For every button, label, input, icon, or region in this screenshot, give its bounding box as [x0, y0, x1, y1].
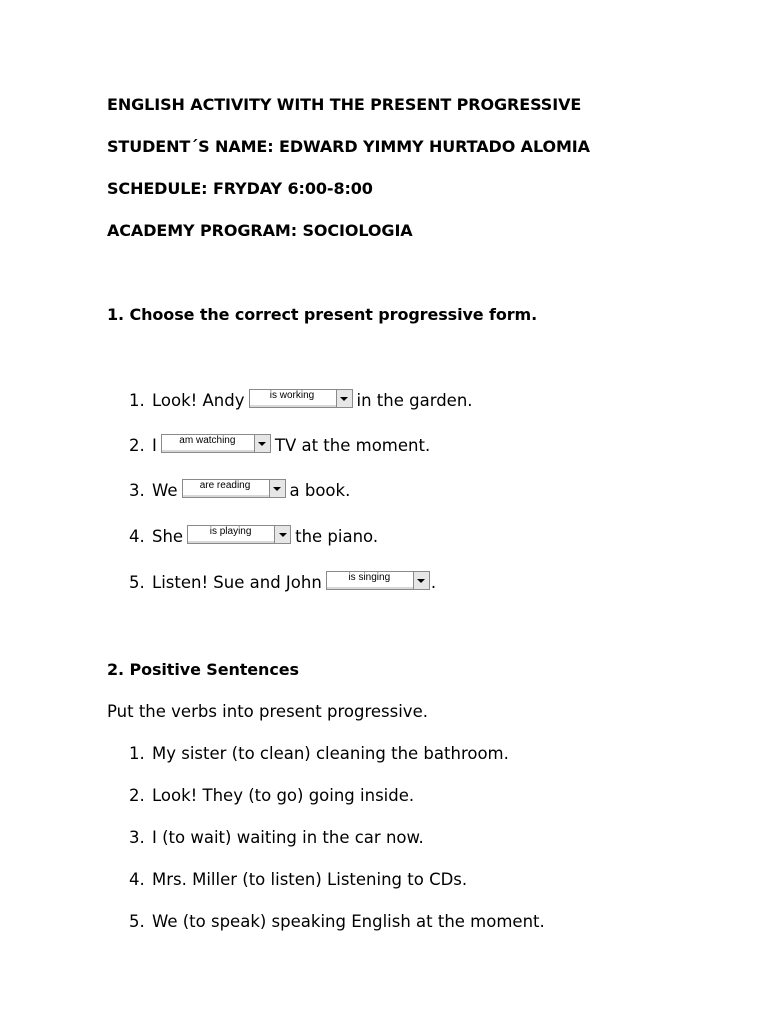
item-text-before: Listen! Sue and John [152, 573, 322, 592]
item-text: Mrs. Miller (to listen) Listening to CDs. [152, 870, 468, 889]
section2-item [129, 870, 467, 890]
item-number: 5. [129, 912, 145, 931]
dropdown-shade [250, 405, 336, 407]
dropdown-button[interactable] [413, 571, 430, 590]
answer-dropdown[interactable] [326, 571, 430, 590]
item-number: 1. [129, 391, 145, 410]
section2-heading: 2. Positive Sentences [107, 660, 299, 679]
item-number: 1. [129, 744, 145, 763]
item-text: We (to speak) speaking English at the moment. [152, 912, 545, 931]
section2-item [129, 786, 414, 806]
section1-heading: 1. Choose the correct present progressive form. [107, 305, 538, 324]
answer-dropdown[interactable] [182, 479, 286, 498]
item-text-before: I [152, 436, 157, 455]
section1-item [129, 479, 350, 501]
answer-dropdown[interactable] [187, 525, 291, 544]
item-number: 4. [129, 870, 145, 889]
item-text: Look! They (to go) going inside. [152, 786, 415, 805]
dropdown-button[interactable] [254, 434, 271, 453]
chevron-down-icon [273, 487, 281, 491]
dropdown-value: is playing [209, 526, 252, 537]
item-text-before: Look! Andy [152, 391, 245, 410]
item-text-before: We [152, 481, 178, 500]
dropdown-shade [188, 541, 274, 543]
item-text: I (to wait) waiting in the car now. [152, 828, 424, 847]
item-text-after: . [430, 573, 437, 592]
document-title: ENGLISH ACTIVITY WITH THE PRESENT PROGRESSIVE [107, 95, 582, 114]
dropdown-button[interactable] [274, 525, 291, 544]
chevron-down-icon [258, 442, 266, 446]
section1-item [129, 571, 436, 593]
item-number: 2. [129, 786, 145, 805]
dropdown-value: is singing [348, 572, 391, 583]
item-text-after: TV at the moment. [274, 436, 431, 455]
dropdown-shade [327, 587, 413, 589]
dropdown-button[interactable] [269, 479, 286, 498]
student-name: STUDENT´S NAME: EDWARD YIMMY HURTADO ALOMIA [107, 137, 590, 156]
answer-dropdown[interactable] [161, 434, 271, 453]
section1-item [129, 525, 378, 547]
item-number: 4. [129, 527, 145, 546]
dropdown-value: am watching [179, 435, 236, 446]
dropdown-value: are reading [199, 480, 251, 491]
chevron-down-icon [417, 579, 425, 583]
item-number: 3. [129, 828, 145, 847]
section1-item [129, 434, 430, 456]
item-number: 2. [129, 436, 145, 455]
academy-program: ACADEMY PROGRAM: SOCIOLOGIA [107, 221, 413, 240]
answer-dropdown[interactable] [249, 389, 353, 408]
schedule: SCHEDULE: FRYDAY 6:00-8:00 [107, 179, 373, 198]
section2-item [129, 828, 424, 848]
dropdown-shade [183, 495, 269, 497]
section2-item [129, 912, 545, 932]
chevron-down-icon [279, 533, 287, 537]
dropdown-button[interactable] [336, 389, 353, 408]
section2-item [129, 744, 509, 764]
item-number: 3. [129, 481, 145, 500]
item-text-before: She [152, 527, 184, 546]
chevron-down-icon [340, 397, 348, 401]
dropdown-shade [162, 450, 254, 452]
item-text-after: a book. [289, 481, 351, 500]
item-number: 5. [129, 573, 145, 592]
item-text-after: in the garden. [356, 391, 473, 410]
item-text: My sister (to clean) cleaning the bathroom. [152, 744, 509, 763]
section2-instruction: Put the verbs into present progressive. [107, 702, 428, 721]
dropdown-value: is working [269, 390, 315, 401]
section1-item [129, 389, 473, 411]
item-text-after: the piano. [295, 527, 379, 546]
